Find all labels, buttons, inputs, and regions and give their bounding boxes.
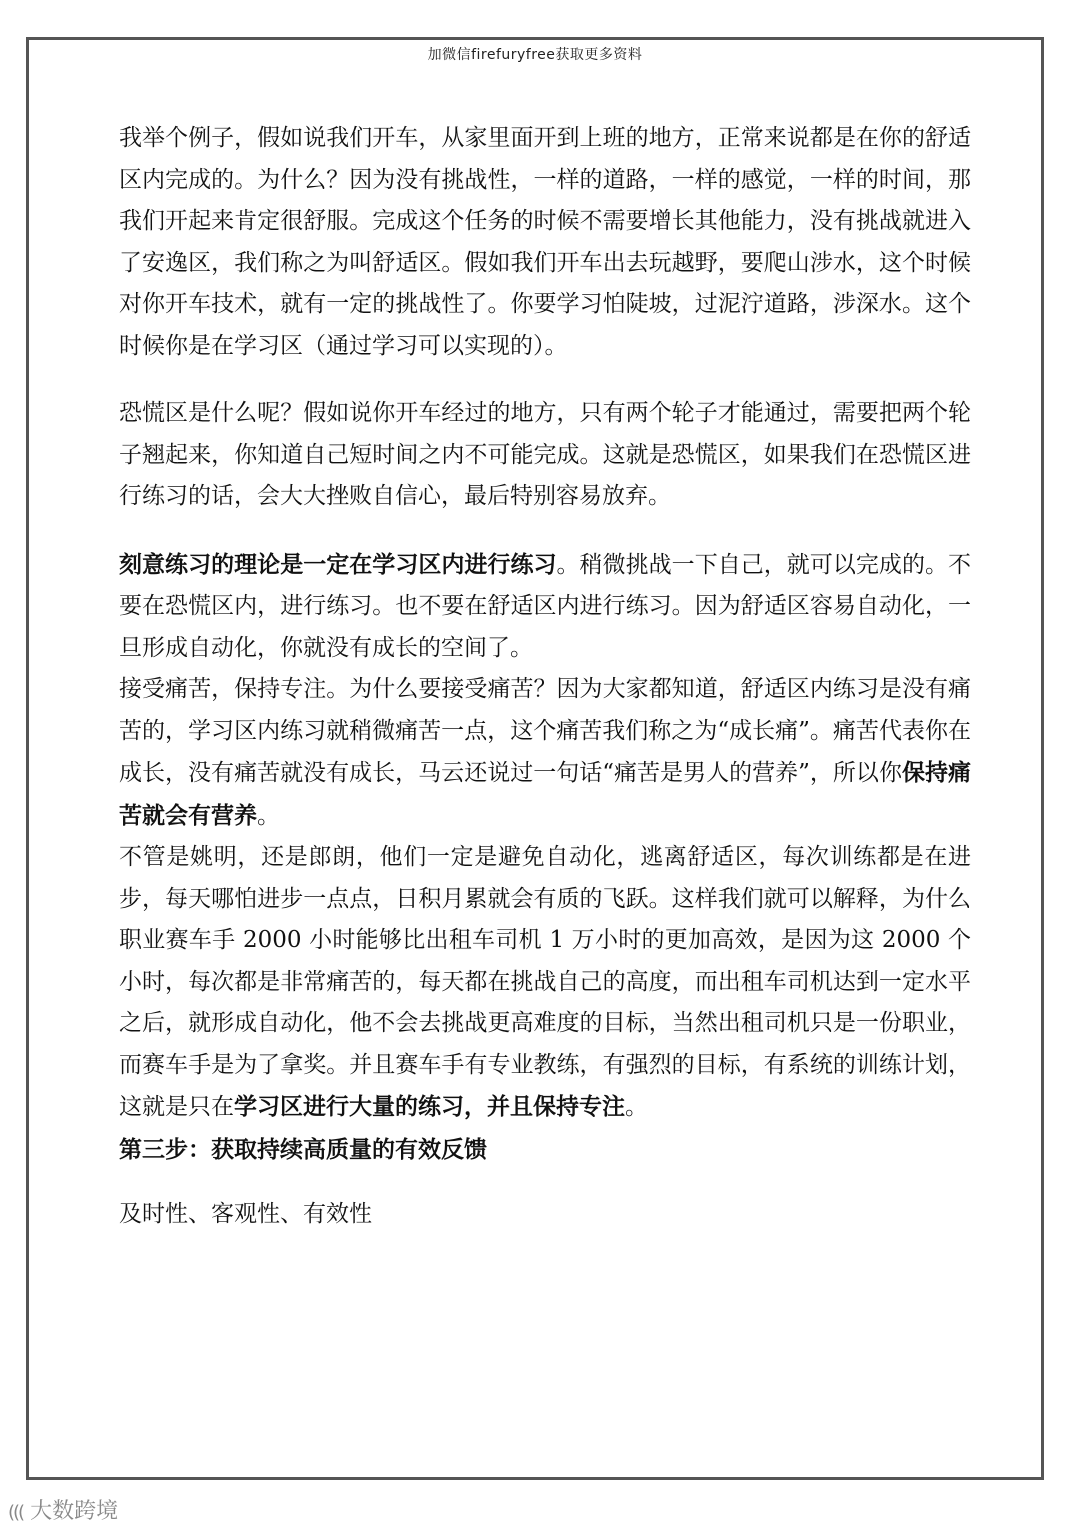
- watermark-text: 大数跨境: [30, 1499, 119, 1524]
- signal-icon: (((: [8, 1502, 24, 1523]
- paragraph-panic-zone: 恐慌区是什么呢？假如说你开车经过的地方，只有两个轮子才能通过，需要把两个轮子翘起来，你知道自己短时间之内不可能完成。这就是恐慌区，如果我们在恐慌区进行练习的话，会大大挫败自信心，最后特别容易放弃。: [119, 400, 971, 509]
- paragraph-comfort-zone-example: 我举个例子，假如说我们开车，从家里面开到上班的地方，正常来说都是在你的舒适区内完成的。为什么？因为没有挑战性，一样的道路，一样的感觉，一样的时间，那我们开起来肯定很舒服。完成这个任务的时候不需要增长其他能力，没有挑战就进入了安逸区，我们称之为叫舒适区。假如我们开车出去玩越野，要爬山涉水，这个时候对你开车技术，就有一定的挑战性了。你要学习怕陡坡，过泥泞道路，涉深水。这个时候你是在学习区（通过学习可以实现的）。: [119, 125, 971, 359]
- bold-phrase-theory: 刻意练习的理论是一定在学习区内进行练习: [119, 550, 557, 578]
- text-run: 。: [625, 1094, 648, 1120]
- page-frame: [26, 37, 1044, 1480]
- paragraph-deliberate-practice: [119, 544, 971, 670]
- text-run: 。稍微挑战一下自己，就可以完成的。不要在恐慌区内，进行练习。也不要在舒适区内进行练习。因为舒适区容易自动化，一旦形成自动化，你就没有成长的空间了。: [119, 551, 972, 661]
- document-body: [119, 118, 971, 1236]
- text-run: 。: [257, 802, 280, 829]
- text-run: 不管是姚明，还是郎朗，他们一定是避免自动化，逃离舒适区，每次训练都是在进步，每天哪怕进步一点点，日积月累就会有质的飞跃。这样我们就可以解释，为什么职业赛车手 2000 小时能够比出租车司机 1 万小时的更加高效，是因为这 2000 个小时，每次都是非常痛苦的，每天都在挑战自己的高度，而出租车司机达到一定水平之后，就形成自动化，他不会去挑战更高难度的目标，当然出租司机只是一份职业，而赛车手是为了拿奖。并且赛车手有专业教练，有强烈的目标，有系统的训练计划，这就是只在: [119, 844, 971, 1120]
- paragraph-accept-pain: [119, 669, 971, 837]
- paragraph-yao-ming-example: [119, 837, 971, 1129]
- paragraph-feedback-qualities: 及时性、客观性、有效性: [119, 1201, 372, 1227]
- page-header: 加微信firefuryfree获取更多资料: [427, 47, 643, 63]
- text-run: 接受痛苦，保持专注。为什么要接受痛苦？因为大家都知道，舒适区内练习是没有痛苦的，学习区内练习就稍微痛苦一点，这个痛苦我们称之为“成长痛”。痛苦代表你在成长，没有痛苦就没有成长，马云还说过一句话“痛苦是男人的营养”，所以你: [119, 676, 971, 786]
- bold-phrase-learning-zone: 学习区进行大量的练习，并且保持专注: [234, 1093, 625, 1120]
- section-heading-step-three: 第三步：获取持续高质量的有效反馈: [119, 1135, 487, 1163]
- bold-phrase-nutrition: 保持痛苦就会有营养: [119, 759, 971, 829]
- watermark-logo: [8, 1494, 118, 1525]
